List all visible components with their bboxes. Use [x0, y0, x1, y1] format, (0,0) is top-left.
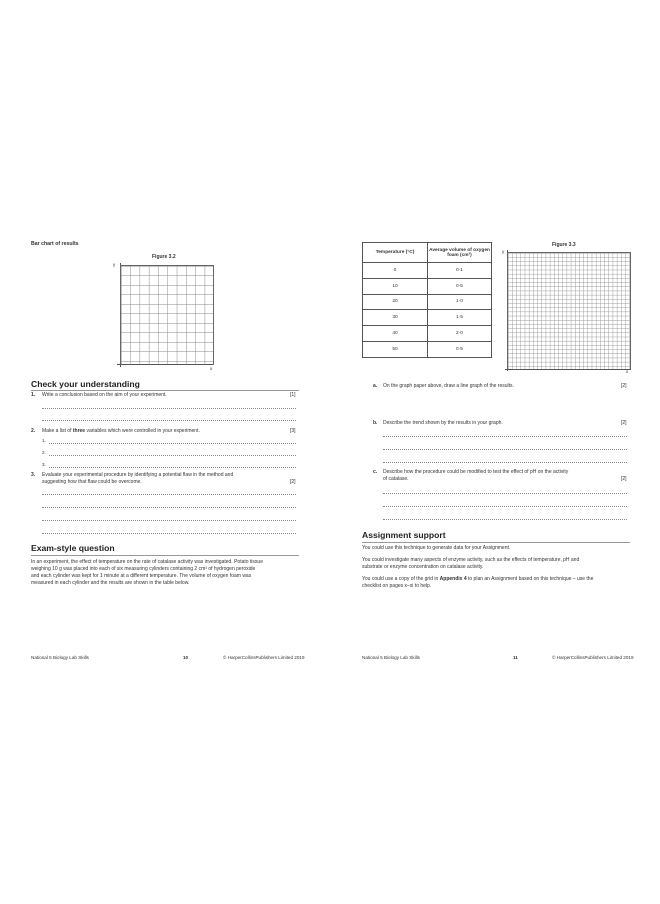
table-row [363, 263, 492, 279]
table-header-oxygen-volume: Average volume of oxygen foam (cm³) [428, 243, 492, 263]
question-2-marks: [3] [290, 428, 296, 434]
x-axis [117, 364, 213, 365]
answer-line[interactable] [42, 420, 296, 421]
bar-chart-grid[interactable] [120, 265, 214, 365]
question-a-number: a. [373, 383, 378, 389]
answer-line[interactable] [49, 455, 296, 456]
bar-chart-heading: Bar chart of results [31, 241, 79, 247]
table-row [363, 294, 492, 310]
appendix-link: Appendix 4 [439, 576, 467, 582]
table-cell: 0·5 [428, 278, 492, 294]
assignment-paragraph: You could investigate many aspects of enzyme activity, such as the effects of temperature, pH and [362, 557, 580, 563]
footer-title: National 5 Biology Lab Skills [31, 655, 89, 660]
results-table [362, 242, 492, 358]
answer-line[interactable] [42, 408, 296, 409]
table-cell: 10 [363, 278, 428, 294]
table-cell: 1·0 [428, 294, 492, 310]
question-b-number: b. [373, 420, 378, 426]
footer-copyright: © HarperCollinsPublishers Limited 2019 [223, 655, 305, 660]
line-graph-grid[interactable] [507, 252, 631, 370]
question-3-number: 3. [31, 472, 36, 478]
answer-line[interactable] [42, 494, 296, 495]
list-item-number: 1. [42, 438, 46, 443]
answer-line[interactable] [49, 467, 296, 468]
table-cell: 20 [363, 294, 428, 310]
answer-line[interactable] [383, 493, 627, 494]
table-row [363, 341, 492, 357]
table-cell: 2·0 [428, 326, 492, 342]
exam-paragraph-line: weighing 10 g was placed into each of six measuring cylinders containing 2 cm³ of hydrogen peroxide [31, 566, 256, 572]
answer-line[interactable] [49, 443, 296, 444]
answer-line[interactable] [42, 533, 296, 534]
table-cell: 30 [363, 310, 428, 326]
exam-style-heading: Exam-style question [31, 543, 115, 553]
table-header-temperature: Temperature (°C) [363, 243, 428, 263]
assignment-paragraph: You could use this technique to generate data for your Assignment. [362, 545, 511, 551]
assignment-paragraph: checklist on pages x–xi to help. [362, 583, 432, 589]
answer-line[interactable] [383, 506, 627, 507]
question-1-text: Write a conclusion based on the aim of your experiment. [42, 392, 167, 398]
list-item-number: 2. [42, 450, 46, 455]
question-2-number: 2. [31, 428, 36, 434]
heading-rule [362, 542, 630, 543]
exam-paragraph-line: In an experiment, the effect of temperature on the rate of catalase activity was investigated. Potato tissue [31, 559, 263, 565]
table-cell: 0·1 [428, 263, 492, 279]
figure-3-3-label: Figure 3.3 [552, 242, 576, 248]
question-3-text-line2: suggesting how that flaw could be overcome. [42, 479, 142, 485]
assignment-support-heading: Assignment support [362, 530, 446, 540]
assignment-paragraph: You could use a copy of the grid in Appendix 4 to plan an Assignment based on this technique – use the [362, 576, 594, 582]
question-c-number: c. [373, 469, 378, 475]
footer-copyright: © HarperCollinsPublishers Limited 2019 [552, 655, 634, 660]
table-cell: 50 [363, 341, 428, 357]
question-a-text: On the graph paper above, draw a line graph of the results. [383, 383, 514, 389]
list-item-number: 3. [42, 462, 46, 467]
question-a-marks: [2] [621, 383, 627, 389]
question-c-marks: [2] [621, 476, 627, 482]
exam-paragraph-line: and each cylinder was kept for 1 minute at a different temperature. The volume of oxygen foam was [31, 573, 252, 579]
check-understanding-heading: Check your understanding [31, 379, 140, 389]
assignment-paragraph: substrate or enzyme concentration on catalase activity. [362, 564, 484, 570]
question-3-text-line1: Evaluate your experimental procedure by identifying a potential flaw in the method and [42, 472, 234, 478]
y-axis-label: y [113, 262, 116, 267]
table-cell: 1·5 [428, 310, 492, 326]
x-axis-label: x [626, 369, 629, 374]
answer-line[interactable] [42, 520, 296, 521]
answer-line[interactable] [383, 436, 627, 437]
question-c-text-line1: Describe how the procedure could be modified to test the effect of pH on the activity [383, 469, 569, 475]
answer-line[interactable] [383, 519, 627, 520]
heading-rule [31, 555, 299, 556]
footer-page-number: 10 [183, 655, 189, 660]
question-c-text-line2: of catalase. [383, 476, 409, 482]
footer-title: National 5 Biology Lab Skills [362, 655, 420, 660]
answer-line[interactable] [42, 507, 296, 508]
question-b-marks: [2] [621, 420, 627, 426]
question-1-number: 1. [31, 392, 36, 398]
y-axis-label: y [502, 249, 505, 254]
x-axis [505, 369, 631, 370]
question-2-text: Make a list of three variables which were controlled in your experiment. [42, 428, 200, 434]
x-axis-label: x [210, 366, 213, 371]
table-row [363, 326, 492, 342]
figure-3-2-label: Figure 3.2 [152, 254, 176, 260]
heading-rule [31, 390, 299, 391]
exam-paragraph-line: measured in each cylinder and the results are shown in the table below. [31, 580, 190, 586]
question-b-text: Describe the trend shown by the results in your graph. [383, 420, 503, 426]
answer-line[interactable] [383, 449, 627, 450]
table-cell: 40 [363, 326, 428, 342]
table-cell: 0·5 [428, 341, 492, 357]
table-cell: 0 [363, 263, 428, 279]
table-row [363, 310, 492, 326]
table-row [363, 278, 492, 294]
answer-line[interactable] [383, 462, 627, 463]
question-3-marks: [2] [290, 479, 296, 485]
question-1-marks: [1] [290, 392, 296, 398]
footer-page-number: 11 [513, 655, 518, 660]
